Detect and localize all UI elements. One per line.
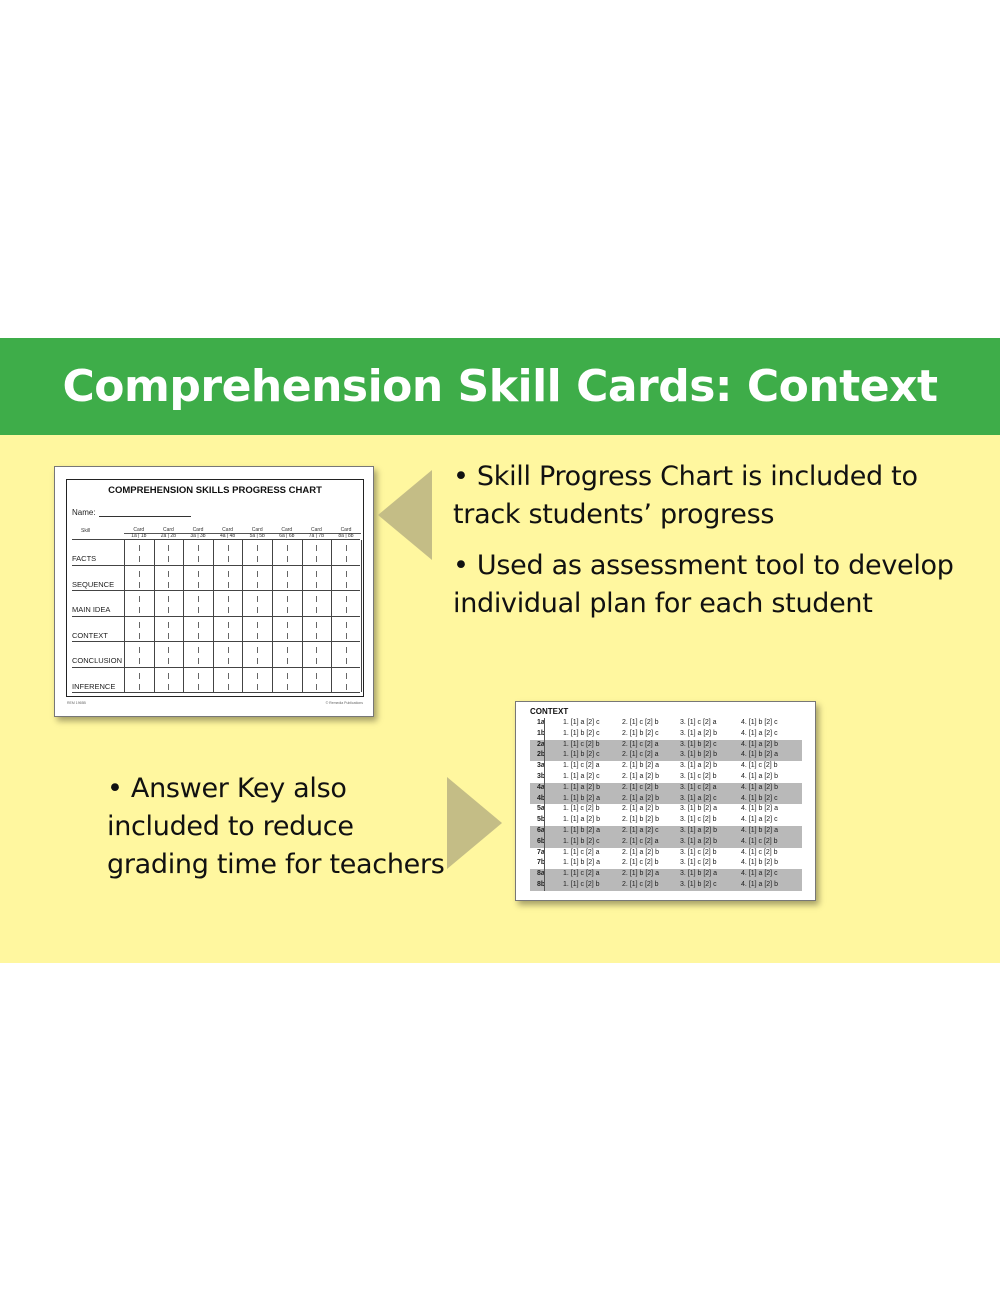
answer-key-row (530, 880, 802, 891)
chart-cell-tick (168, 622, 169, 628)
chart-cell-tick (287, 658, 288, 664)
chart-cell-tick (139, 545, 140, 551)
chart-cell-tick (198, 582, 199, 588)
bullet-assessment-tool (453, 547, 954, 623)
answer-key-row (530, 772, 802, 783)
progress-chart-frame (66, 479, 364, 697)
chart-cell-tick (139, 582, 140, 588)
chart-cell-tick (139, 571, 140, 577)
answer-key-cell: 3. [1] a [2] b (680, 729, 717, 737)
chart-cell-tick (139, 658, 140, 664)
answer-key-cell: 4. [1] a [2] c (741, 729, 778, 737)
chart-row-line (72, 641, 360, 642)
bullet-progress-chart (453, 458, 918, 534)
chart-cell-tick (228, 647, 229, 653)
chart-cell-tick (257, 673, 258, 679)
chart-cell-tick (139, 596, 140, 602)
chart-row-line (72, 692, 360, 693)
bullet-text: • Skill Progress Chart is included to (453, 461, 918, 492)
answer-key-row-label: 3b (537, 772, 546, 780)
chart-cell-tick (287, 556, 288, 562)
answer-key-cell: 2. [1] c [2] a (622, 837, 659, 845)
answer-key-cell: 1. [1] c [2] a (563, 762, 600, 770)
chart-cell-tick (198, 571, 199, 577)
chart-cell-tick (168, 545, 169, 551)
bullet-text: grading time for teachers (107, 849, 445, 880)
answer-key-cell: 1. [1] b [2] c (563, 729, 600, 737)
chart-cell-tick (287, 596, 288, 602)
chart-cell-tick (316, 556, 317, 562)
arrow-left-icon (378, 470, 432, 560)
bullet-text: track students’ progress (453, 499, 775, 530)
answer-key-cell: 3. [1] a [2] b (680, 762, 717, 770)
chart-row-line (72, 616, 360, 617)
chart-cell-tick (228, 556, 229, 562)
answer-key-row (530, 869, 802, 880)
card-column-header: Card 5a | 5b (242, 528, 272, 539)
answer-key-row-label: 7a (537, 848, 545, 856)
answer-key-cell: 2. [1] a [2] b (622, 848, 659, 856)
answer-key-cell: 4. [1] a [2] c (741, 816, 778, 824)
skill-row-label: FACTS (72, 554, 97, 563)
chart-cell-tick (198, 673, 199, 679)
answer-key-row-label: 2a (537, 740, 545, 748)
chart-cell-tick (257, 556, 258, 562)
answer-key-cell: 3. [1] b [2] c (680, 740, 717, 748)
card-column-header: Card 7a | 7b (302, 528, 332, 539)
bullet-text: • Used as assessment tool to develop (453, 550, 954, 581)
chart-cell-tick (257, 582, 258, 588)
answer-key-cell: 2. [1] b [2] a (622, 870, 659, 878)
chart-cell-tick (168, 658, 169, 664)
chart-cell-tick (139, 673, 140, 679)
answer-key-cell: 2. [1] a [2] c (622, 826, 659, 834)
chart-cell-tick (257, 684, 258, 690)
chart-cell-tick (198, 596, 199, 602)
answer-key-row (530, 804, 802, 815)
answer-key-row-label: 7b (537, 859, 546, 867)
answer-key-cell: 2. [1] c [2] b (622, 783, 659, 791)
chart-cell-tick (346, 582, 347, 588)
answer-key-cell: 4. [1] a [2] c (741, 870, 778, 878)
chart-cell-tick (257, 545, 258, 551)
answer-key-cell: 1. [1] c [2] b (563, 880, 600, 888)
chart-cell-tick (198, 684, 199, 690)
answer-key-cell: 4. [1] a [2] b (741, 772, 778, 780)
chart-cell-tick (139, 556, 140, 562)
answer-key-cell: 4. [1] a [2] b (741, 740, 778, 748)
chart-cell-tick (316, 545, 317, 551)
card-column-header: Card 3a | 3b (183, 528, 213, 539)
answer-key-cell: 3. [1] c [2] b (680, 816, 717, 824)
answer-key-row (530, 858, 802, 869)
answer-key-cell: 1. [1] c [2] a (563, 848, 600, 856)
chart-cell-tick (346, 607, 347, 613)
chart-cell-tick (198, 622, 199, 628)
chart-cell-tick (257, 622, 258, 628)
skill-row-label: CONTEXT (72, 630, 108, 640)
answer-key-row (530, 729, 802, 740)
answer-key-row-label: 1b (537, 729, 546, 737)
chart-cell-tick (228, 596, 229, 602)
chart-cell-tick (139, 622, 140, 628)
answer-key-cell: 3. [1] c [2] b (680, 848, 717, 856)
chart-column-line (361, 540, 362, 692)
chart-cell-tick (257, 596, 258, 602)
answer-key-cell: 3. [1] a [2] c (680, 794, 717, 802)
card-column-header: Card 4a | 4b (213, 528, 243, 539)
chart-cell-tick (228, 622, 229, 628)
answer-key-cell: 3. [1] c [2] b (680, 772, 717, 780)
chart-cell-tick (168, 673, 169, 679)
chart-cell-tick (287, 684, 288, 690)
answer-key-cell: 1. [1] b [2] c (563, 837, 600, 845)
answer-key-cell: 3. [1] b [2] a (680, 870, 717, 878)
chart-cell-tick (168, 684, 169, 690)
name-underline (99, 516, 191, 517)
answer-key-cell: 4. [1] b [2] a (741, 751, 778, 759)
answer-key-row (530, 740, 802, 751)
answer-key-cell: 2. [1] c [2] a (622, 740, 659, 748)
chart-cell-tick (257, 607, 258, 613)
chart-cell-tick (168, 571, 169, 577)
answer-key-cell: 2. [1] b [2] a (622, 762, 659, 770)
answer-key-row (530, 761, 802, 772)
answer-key-cell: 3. [1] b [2] c (680, 880, 717, 888)
chart-cell-tick (346, 556, 347, 562)
answer-key-cell: 2. [1] a [2] b (622, 772, 659, 780)
skill-row-label: SEQUENCE (72, 579, 115, 589)
chart-cell-tick (228, 684, 229, 690)
answer-key-row-label: 6a (537, 826, 545, 834)
bullet-text: included to reduce (107, 811, 354, 842)
answer-key-cell: 2. [1] c [2] b (622, 719, 659, 726)
answer-key-separator (544, 718, 545, 891)
card-column-header: Card 2a | 2b (154, 528, 184, 539)
chart-cell-tick (198, 647, 199, 653)
answer-key-cell: 1. [1] a [2] b (563, 783, 600, 791)
chart-cell-tick (168, 633, 169, 639)
progress-chart-image (54, 466, 374, 717)
chart-cell-tick (316, 684, 317, 690)
chart-row-line (72, 565, 360, 566)
chart-row-line (72, 667, 360, 668)
chart-cell-tick (168, 582, 169, 588)
answer-key-cell: 2. [1] b [2] b (622, 816, 659, 824)
chart-cell-tick (228, 673, 229, 679)
chart-cell-tick (257, 633, 258, 639)
answer-key-cell: 1. [1] b [2] a (563, 794, 600, 802)
chart-cell-tick (287, 582, 288, 588)
chart-cell-tick (316, 582, 317, 588)
progress-chart-footer-right: © Remedia Publications (325, 701, 363, 705)
chart-cell-tick (316, 647, 317, 653)
chart-cell-tick (139, 647, 140, 653)
chart-cell-tick (346, 596, 347, 602)
answer-key-cell: 1. [1] b [2] a (563, 826, 600, 834)
chart-cell-tick (346, 545, 347, 551)
chart-row-line (72, 590, 360, 591)
answer-key-row-label: 5b (537, 816, 546, 824)
title-banner (0, 338, 1000, 435)
chart-cell-tick (198, 545, 199, 551)
answer-key-row-label: 4b (537, 794, 546, 802)
chart-cell-tick (287, 571, 288, 577)
bullet-text: individual plan for each student (453, 588, 873, 619)
chart-cell-tick (287, 545, 288, 551)
card-column-header: Card 8a | 8b (331, 528, 361, 539)
answer-key-row (530, 718, 802, 729)
chart-cell-tick (228, 545, 229, 551)
arrow-right-icon (447, 777, 502, 869)
chart-cell-tick (287, 607, 288, 613)
chart-cell-tick (346, 658, 347, 664)
skill-row-label: CONCLUSION (72, 656, 123, 665)
answer-key-cell: 1. [1] c [2] b (563, 740, 600, 748)
answer-key-cell: 3. [1] b [2] a (680, 805, 717, 813)
chart-cell-tick (316, 596, 317, 602)
answer-key-cell: 3. [1] a [2] b (680, 826, 717, 834)
chart-cell-tick (346, 647, 347, 653)
chart-cell-tick (228, 633, 229, 639)
answer-key-cell: 1. [1] a [2] c (563, 772, 600, 780)
answer-key-cell: 3. [1] b [2] b (680, 751, 717, 759)
answer-key-cell: 2. [1] a [2] b (622, 805, 659, 813)
chart-cell-tick (168, 596, 169, 602)
chart-cell-tick (316, 571, 317, 577)
chart-cell-tick (257, 571, 258, 577)
answer-key-row-label: 1a (537, 719, 545, 726)
chart-cell-tick (139, 633, 140, 639)
answer-key-row-label: 4a (537, 783, 545, 791)
answer-key-row (530, 750, 802, 761)
progress-chart-title: COMPREHENSION SKILLS PROGRESS CHART (108, 485, 322, 496)
answer-key-cell: 1. [1] a [2] c (563, 719, 600, 726)
answer-key-cell: 1. [1] c [2] a (563, 870, 600, 878)
answer-key-row (530, 826, 802, 837)
chart-cell-tick (346, 684, 347, 690)
answer-key-cell: 3. [1] c [2] b (680, 859, 717, 867)
answer-key-row (530, 848, 802, 859)
chart-cell-tick (287, 633, 288, 639)
chart-cell-tick (316, 633, 317, 639)
chart-cell-tick (316, 658, 317, 664)
progress-chart-footer-left: REM 1965B (67, 701, 86, 705)
chart-cell-tick (228, 658, 229, 664)
answer-key-title: CONTEXT (530, 707, 569, 716)
chart-cell-tick (316, 673, 317, 679)
answer-key-rows (530, 718, 802, 891)
answer-key-cell: 4. [1] b [2] a (741, 805, 778, 813)
bullet-text: • Answer Key also (107, 773, 347, 804)
chart-cell-tick (228, 582, 229, 588)
answer-key-cell: 3. [1] c [2] a (680, 783, 717, 791)
answer-key-cell: 2. [1] b [2] c (622, 729, 659, 737)
chart-cell-tick (346, 673, 347, 679)
card-column-header: Card 1a | 1b (124, 528, 154, 539)
answer-key-cell: 4. [1] b [2] c (741, 719, 778, 726)
chart-cell-tick (346, 571, 347, 577)
answer-key-row (530, 783, 802, 794)
answer-key-cell: 4. [1] b [2] c (741, 794, 778, 802)
answer-key-cell: 4. [1] b [2] a (741, 826, 778, 834)
answer-key-row-label: 6b (537, 837, 546, 845)
bullet-answer-key (107, 770, 445, 884)
answer-key-cell: 4. [1] c [2] b (741, 837, 778, 845)
chart-cell-tick (139, 607, 140, 613)
chart-cell-tick (346, 633, 347, 639)
card-column-header: Card 6a | 6b (272, 528, 302, 539)
answer-key-image (515, 701, 816, 901)
chart-cell-tick (228, 571, 229, 577)
chart-cell-tick (287, 622, 288, 628)
answer-key-cell: 2. [1] a [2] b (622, 794, 659, 802)
chart-cell-tick (198, 633, 199, 639)
answer-key-cell: 4. [1] a [2] b (741, 783, 778, 791)
answer-key-row-label: 3a (537, 762, 545, 770)
answer-key-cell: 4. [1] a [2] b (741, 880, 778, 888)
chart-cell-tick (198, 658, 199, 664)
answer-key-cell: 2. [1] c [2] b (622, 880, 659, 888)
chart-cell-tick (198, 556, 199, 562)
chart-cell-tick (228, 607, 229, 613)
answer-key-cell: 1. [1] c [2] b (563, 805, 600, 813)
chart-cell-tick (287, 647, 288, 653)
chart-cell-tick (168, 607, 169, 613)
answer-key-row-label: 8b (537, 880, 546, 888)
skill-row-label: MAIN IDEA (72, 605, 111, 614)
answer-key-cell: 1. [1] a [2] b (563, 816, 600, 824)
answer-key-row-label: 2b (537, 751, 546, 759)
chart-cell-tick (316, 607, 317, 613)
answer-key-row-label: 8a (537, 870, 545, 878)
chart-header-line (72, 539, 360, 540)
chart-cell-tick (316, 622, 317, 628)
answer-key-cell: 1. [1] b [2] a (563, 859, 600, 867)
chart-cell-tick (257, 647, 258, 653)
chart-cell-tick (287, 673, 288, 679)
progress-chart-name-label: Name: (72, 508, 96, 517)
answer-key-cell: 2. [1] c [2] a (622, 751, 659, 759)
answer-key-cell: 4. [1] b [2] b (741, 859, 778, 867)
answer-key-cell: 2. [1] c [2] b (622, 859, 659, 867)
page-title: Comprehension Skill Cards: Context (62, 361, 938, 412)
answer-key-row-label: 5a (537, 805, 545, 813)
skill-column-header: Skill (81, 528, 91, 534)
chart-cell-tick (346, 622, 347, 628)
chart-cell-tick (257, 658, 258, 664)
answer-key-row (530, 794, 802, 805)
answer-key-cell: 3. [1] a [2] b (680, 837, 717, 845)
skill-row-label: INFERENCE (72, 681, 116, 691)
chart-cell-tick (168, 556, 169, 562)
answer-key-cell: 1. [1] b [2] c (563, 751, 600, 759)
answer-key-cell: 4. [1] c [2] b (741, 762, 778, 770)
chart-cell-tick (198, 607, 199, 613)
chart-cell-tick (139, 684, 140, 690)
answer-key-cell: 4. [1] c [2] b (741, 848, 778, 856)
chart-cell-tick (168, 647, 169, 653)
answer-key-cell: 3. [1] c [2] a (680, 719, 717, 726)
answer-key-row (530, 837, 802, 848)
answer-key-row (530, 815, 802, 826)
